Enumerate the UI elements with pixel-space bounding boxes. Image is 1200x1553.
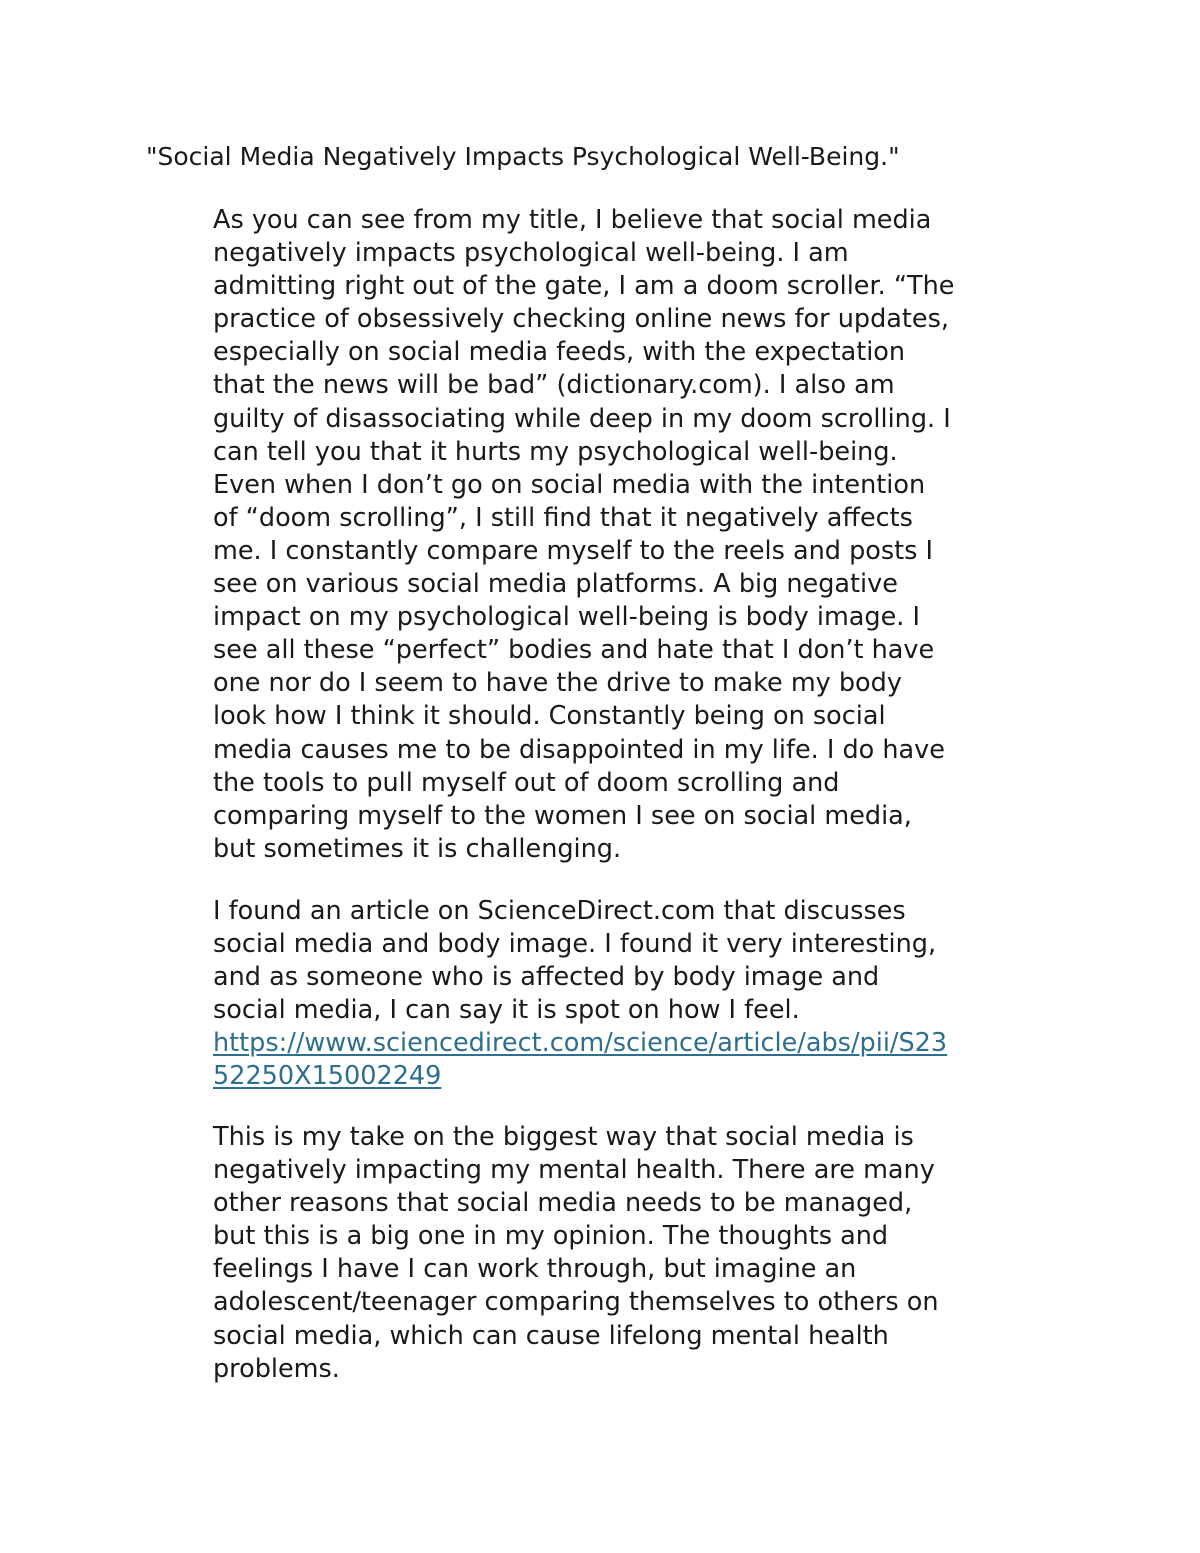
paragraph-conclusion (213, 1121, 1063, 1386)
article-link[interactable]: https://www.sciencedirect.com/science/article/abs/pii/S23 (213, 1028, 948, 1059)
paragraph-line: Even when I don’t go on social media with the intention (213, 469, 926, 500)
paragraph-line: negatively impacting my mental health. There are many (213, 1155, 935, 1186)
paragraph-line: see all these “perfect” bodies and hate that I don’t have (213, 635, 935, 666)
paragraph-line: I found an article on ScienceDirect.com that discusses (213, 896, 906, 926)
paragraph-line: problems. (213, 1353, 340, 1384)
paragraph-line: negatively impacts psychological well-being. I am (213, 238, 849, 269)
paragraph-line: and as someone who is affected by body image and (213, 962, 880, 993)
paragraph-doom-scrolling (213, 204, 1063, 866)
paragraph-line: This is my take on the biggest way that social media is (213, 1122, 914, 1152)
article-link[interactable]: 52250X15002249 (213, 1061, 442, 1092)
paragraph-line: one nor do I seem to have the drive to make my body (213, 668, 902, 699)
paragraph-article (213, 895, 1063, 1094)
paragraph-line: feelings I have I can work through, but imagine an (213, 1254, 857, 1285)
paragraph-line: media causes me to be disappointed in my life. I do have (213, 734, 945, 765)
paragraph-line: comparing myself to the women I see on social media, (213, 800, 912, 831)
document-title: "Social Media Negatively Impacts Psychological Well-Being." (146, 142, 900, 171)
paragraph-line: that the news will be bad” (dictionary.com). I also am (213, 370, 895, 401)
paragraph-line: me. I constantly compare myself to the reels and posts I (213, 535, 934, 566)
paragraph-line: adolescent/teenager comparing themselves to others on (213, 1287, 939, 1318)
paragraph-line: admitting right out of the gate, I am a doom scroller. “The (213, 271, 955, 302)
paragraph-line: other reasons that social media needs to be managed, (213, 1188, 913, 1219)
paragraph-line: especially on social media feeds, with the expectation (213, 337, 906, 368)
paragraph-line: social media, I can say it is spot on how I feel. (213, 995, 800, 1026)
paragraph-line: but this is a big one in my opinion. The thoughts and (213, 1221, 889, 1252)
paragraph-line: of “doom scrolling”, I still find that it negatively affects (213, 502, 913, 533)
paragraph-line: impact on my psychological well-being is body image. I (213, 602, 921, 633)
paragraph-line: see on various social media platforms. A big negative (213, 569, 898, 600)
paragraph-line: guilty of disassociating while deep in my doom scrolling. I (213, 403, 951, 434)
paragraph-line: As you can see from my title, I believe that social media (213, 205, 932, 235)
paragraph-line: social media and body image. I found it very interesting, (213, 929, 937, 960)
paragraph-line: the tools to pull myself out of doom scrolling and (213, 767, 840, 798)
paragraph-line: practice of obsessively checking online news for updates, (213, 304, 949, 335)
paragraph-line: can tell you that it hurts my psychological well-being. (213, 436, 898, 467)
paragraph-line: but sometimes it is challenging. (213, 833, 622, 864)
paragraph-line: social media, which can cause lifelong mental health (213, 1320, 889, 1351)
paragraph-line: look how I think it should. Constantly being on social (213, 701, 886, 732)
